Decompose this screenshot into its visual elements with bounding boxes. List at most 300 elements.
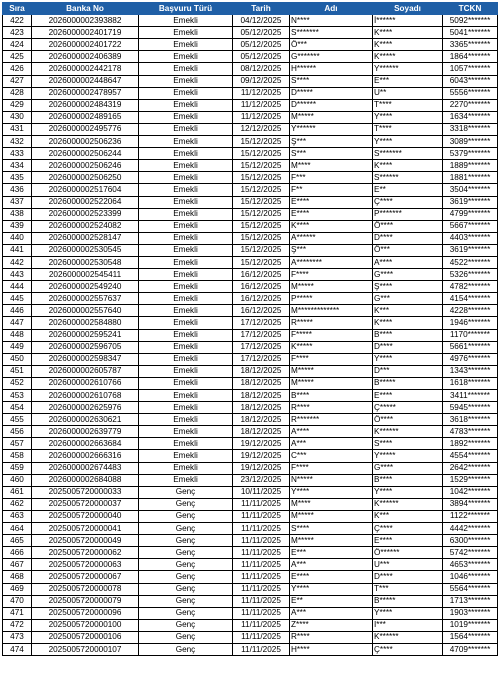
cell-tckn: 1057******* [443, 63, 498, 75]
cell-banka-no: 2026000002610768 [32, 390, 139, 402]
cell-tckn: 1042******* [443, 486, 498, 498]
cell-sira: 425 [3, 51, 32, 63]
cell-tarih: 11/11/2025 [233, 498, 290, 510]
cell-banka-no: 2026000002522064 [32, 196, 139, 208]
table-row [3, 631, 498, 643]
cell-adi: S******* [290, 27, 373, 39]
cell-tckn: 5379******* [443, 148, 498, 160]
table-row [3, 450, 498, 462]
cell-sira: 433 [3, 148, 32, 160]
cell-banka-no: 2026000002406389 [32, 51, 139, 63]
table-row [3, 281, 498, 293]
cell-basvuru-turu: Emekli [139, 15, 233, 27]
cell-sira: 473 [3, 631, 32, 643]
cell-soyadi: S**** [373, 438, 443, 450]
cell-adi: Y****** [290, 123, 373, 135]
cell-tarih: 05/12/2025 [233, 51, 290, 63]
cell-sira: 448 [3, 329, 32, 341]
cell-adi: F**** [290, 269, 373, 281]
cell-tarih: 11/12/2025 [233, 99, 290, 111]
cell-soyadi: Ş**** [373, 281, 443, 293]
cell-sira: 436 [3, 184, 32, 196]
cell-tckn: 1618******* [443, 377, 498, 389]
cell-tckn: 3089******* [443, 136, 498, 148]
header-tckn: TCKN [443, 3, 498, 15]
cell-sira: 474 [3, 643, 32, 655]
table-row [3, 256, 498, 268]
table-row [3, 535, 498, 547]
table-row [3, 136, 498, 148]
cell-banka-no: 2025005720000041 [32, 523, 139, 535]
table-row [3, 123, 498, 135]
cell-basvuru-turu: Genç [139, 583, 233, 595]
cell-adi: F**** [290, 353, 373, 365]
cell-tarih: 05/12/2025 [233, 27, 290, 39]
cell-tarih: 05/12/2025 [233, 39, 290, 51]
cell-sira: 445 [3, 293, 32, 305]
cell-adi: M***** [290, 365, 373, 377]
cell-banka-no: 2026000002530545 [32, 244, 139, 256]
cell-basvuru-turu: Genç [139, 510, 233, 522]
cell-basvuru-turu: Emekli [139, 196, 233, 208]
cell-tarih: 18/12/2025 [233, 377, 290, 389]
cell-banka-no: 2025005720000063 [32, 559, 139, 571]
cell-soyadi: Y****** [373, 63, 443, 75]
cell-tckn: 3318******* [443, 123, 498, 135]
cell-sira: 447 [3, 317, 32, 329]
cell-soyadi: T**** [373, 99, 443, 111]
cell-tarih: 15/12/2025 [233, 256, 290, 268]
cell-sira: 456 [3, 426, 32, 438]
cell-tarih: 16/12/2025 [233, 305, 290, 317]
table-row [3, 63, 498, 75]
cell-basvuru-turu: Emekli [139, 281, 233, 293]
cell-tarih: 17/12/2025 [233, 353, 290, 365]
table-row [3, 27, 498, 39]
cell-tckn: 3618******* [443, 414, 498, 426]
cell-adi: A****** [290, 232, 373, 244]
header-basvuru-turu: Başvuru Türü [139, 3, 233, 15]
cell-tarih: 17/12/2025 [233, 329, 290, 341]
cell-banka-no: 2026000002557640 [32, 305, 139, 317]
cell-tarih: 19/12/2025 [233, 450, 290, 462]
cell-banka-no: 2026000002605787 [32, 365, 139, 377]
cell-tarih: 18/12/2025 [233, 426, 290, 438]
cell-tarih: 11/11/2025 [233, 595, 290, 607]
cell-adi: S**** [290, 75, 373, 87]
cell-adi: N***** [290, 474, 373, 486]
cell-sira: 431 [3, 123, 32, 135]
table-row [3, 232, 498, 244]
cell-adi: M***** [290, 377, 373, 389]
cell-soyadi: T*** [373, 583, 443, 595]
cell-sira: 454 [3, 402, 32, 414]
cell-tckn: 4653******* [443, 559, 498, 571]
cell-sira: 444 [3, 281, 32, 293]
cell-tckn: 5945******* [443, 402, 498, 414]
cell-soyadi: U** [373, 87, 443, 99]
cell-tarih: 11/11/2025 [233, 631, 290, 643]
cell-adi: A*** [290, 559, 373, 571]
cell-soyadi: Ö**** [373, 220, 443, 232]
cell-sira: 422 [3, 15, 32, 27]
cell-adi: B**** [290, 390, 373, 402]
cell-tckn: 1170******* [443, 329, 498, 341]
cell-banka-no: 2026000002674483 [32, 462, 139, 474]
cell-adi: E**** [290, 196, 373, 208]
cell-tckn: 1903******* [443, 607, 498, 619]
cell-tckn: 3619******* [443, 244, 498, 256]
cell-tarih: 10/11/2025 [233, 486, 290, 498]
cell-sira: 437 [3, 196, 32, 208]
cell-basvuru-turu: Emekli [139, 377, 233, 389]
cell-tarih: 08/12/2025 [233, 63, 290, 75]
cell-banka-no: 2026000002523399 [32, 208, 139, 220]
table-row [3, 510, 498, 522]
table-row [3, 220, 498, 232]
cell-sira: 462 [3, 498, 32, 510]
cell-basvuru-turu: Emekli [139, 232, 233, 244]
cell-sira: 463 [3, 510, 32, 522]
cell-tckn: 4783******* [443, 426, 498, 438]
table-row [3, 607, 498, 619]
cell-soyadi: Y**** [373, 353, 443, 365]
cell-banka-no: 2026000002506246 [32, 160, 139, 172]
table-row [3, 402, 498, 414]
table-row [3, 619, 498, 631]
cell-banka-no: 2026000002557637 [32, 293, 139, 305]
cell-soyadi: B***** [373, 377, 443, 389]
cell-banka-no: 2026000002524082 [32, 220, 139, 232]
table-row [3, 498, 498, 510]
cell-banka-no: 2026000002639779 [32, 426, 139, 438]
cell-basvuru-turu: Emekli [139, 305, 233, 317]
cell-soyadi: K*** [373, 305, 443, 317]
cell-basvuru-turu: Genç [139, 559, 233, 571]
cell-tarih: 15/12/2025 [233, 196, 290, 208]
cell-adi: A**** [290, 426, 373, 438]
cell-tarih: 23/12/2025 [233, 474, 290, 486]
cell-adi: M**** [290, 498, 373, 510]
cell-tckn: 2642******* [443, 462, 498, 474]
table-header-row [3, 3, 498, 15]
cell-tckn: 4554******* [443, 450, 498, 462]
cell-tarih: 11/12/2025 [233, 111, 290, 123]
cell-soyadi: S****** [373, 172, 443, 184]
cell-adi: F**** [290, 462, 373, 474]
cell-sira: 449 [3, 341, 32, 353]
cell-banka-no: 2025005720000040 [32, 510, 139, 522]
cell-adi: G******* [290, 51, 373, 63]
cell-tckn: 1122******* [443, 510, 498, 522]
cell-adi: C*** [290, 450, 373, 462]
cell-tarih: 19/12/2025 [233, 462, 290, 474]
table-row [3, 269, 498, 281]
cell-tarih: 16/12/2025 [233, 269, 290, 281]
cell-adi: R**** [290, 631, 373, 643]
table-row [3, 474, 498, 486]
cell-sira: 459 [3, 462, 32, 474]
table-row [3, 148, 498, 160]
table-row [3, 341, 498, 353]
cell-banka-no: 2026000002684088 [32, 474, 139, 486]
cell-basvuru-turu: Genç [139, 619, 233, 631]
cell-sira: 451 [3, 365, 32, 377]
cell-soyadi: İ****** [373, 15, 443, 27]
cell-tarih: 09/12/2025 [233, 75, 290, 87]
cell-tckn: 4976******* [443, 353, 498, 365]
cell-soyadi: Ç**** [373, 643, 443, 655]
cell-basvuru-turu: Emekli [139, 111, 233, 123]
cell-tarih: 11/12/2025 [233, 87, 290, 99]
cell-tckn: 4154******* [443, 293, 498, 305]
cell-tarih: 11/11/2025 [233, 510, 290, 522]
cell-banka-no: 2026000002598347 [32, 353, 139, 365]
table-row [3, 51, 498, 63]
cell-soyadi: Ö**** [373, 414, 443, 426]
cell-tckn: 5092******* [443, 15, 498, 27]
cell-banka-no: 2025005720000067 [32, 571, 139, 583]
cell-sira: 440 [3, 232, 32, 244]
cell-tarih: 15/12/2025 [233, 160, 290, 172]
cell-tckn: 4522******* [443, 256, 498, 268]
cell-tckn: 3894******* [443, 498, 498, 510]
cell-basvuru-turu: Emekli [139, 317, 233, 329]
cell-soyadi: K****** [373, 498, 443, 510]
table-row [3, 184, 498, 196]
table-row [3, 414, 498, 426]
table-row [3, 571, 498, 583]
cell-tarih: 15/12/2025 [233, 208, 290, 220]
table-row [3, 583, 498, 595]
cell-banka-no: 2026000002506244 [32, 148, 139, 160]
cell-banka-no: 2026000002506236 [32, 136, 139, 148]
cell-tckn: 3504******* [443, 184, 498, 196]
table-row [3, 377, 498, 389]
cell-soyadi: Ö****** [373, 547, 443, 559]
table-row [3, 99, 498, 111]
cell-banka-no: 2025005720000033 [32, 486, 139, 498]
cell-tckn: 1019******* [443, 619, 498, 631]
cell-adi: M************* [290, 305, 373, 317]
cell-basvuru-turu: Emekli [139, 269, 233, 281]
cell-sira: 457 [3, 438, 32, 450]
cell-soyadi: D**** [373, 571, 443, 583]
table-row [3, 523, 498, 535]
cell-sira: 452 [3, 377, 32, 389]
cell-tarih: 12/12/2025 [233, 123, 290, 135]
cell-basvuru-turu: Emekli [139, 148, 233, 160]
cell-basvuru-turu: Genç [139, 547, 233, 559]
cell-basvuru-turu: Emekli [139, 402, 233, 414]
cell-basvuru-turu: Emekli [139, 123, 233, 135]
cell-sira: 423 [3, 27, 32, 39]
cell-banka-no: 2025005720000079 [32, 595, 139, 607]
cell-adi: R***** [290, 317, 373, 329]
cell-sira: 471 [3, 607, 32, 619]
cell-soyadi: D*** [373, 365, 443, 377]
cell-adi: Ş*** [290, 136, 373, 148]
table-row [3, 329, 498, 341]
table-row [3, 438, 498, 450]
cell-tckn: 4442******* [443, 523, 498, 535]
cell-basvuru-turu: Emekli [139, 208, 233, 220]
header-tarih: Tarih [233, 3, 290, 15]
cell-tarih: 15/12/2025 [233, 136, 290, 148]
cell-tckn: 1564******* [443, 631, 498, 643]
cell-sira: 453 [3, 390, 32, 402]
cell-adi: M***** [290, 111, 373, 123]
cell-tarih: 18/12/2025 [233, 390, 290, 402]
cell-tckn: 4709******* [443, 643, 498, 655]
cell-adi: F*** [290, 172, 373, 184]
cell-banka-no: 2026000002489165 [32, 111, 139, 123]
cell-basvuru-turu: Emekli [139, 426, 233, 438]
table-row [3, 643, 498, 655]
cell-tckn: 1529******* [443, 474, 498, 486]
cell-banka-no: 2026000002630621 [32, 414, 139, 426]
cell-adi: F***** [290, 329, 373, 341]
cell-basvuru-turu: Emekli [139, 256, 233, 268]
cell-tarih: 15/12/2025 [233, 244, 290, 256]
cell-tckn: 3411******* [443, 390, 498, 402]
cell-basvuru-turu: Emekli [139, 438, 233, 450]
cell-basvuru-turu: Emekli [139, 39, 233, 51]
cell-adi: H**** [290, 643, 373, 655]
cell-adi: E**** [290, 208, 373, 220]
cell-soyadi: T**** [373, 123, 443, 135]
cell-adi: R**** [290, 402, 373, 414]
cell-tarih: 11/11/2025 [233, 607, 290, 619]
cell-basvuru-turu: Emekli [139, 341, 233, 353]
cell-tarih: 18/12/2025 [233, 402, 290, 414]
cell-sira: 472 [3, 619, 32, 631]
cell-tarih: 11/11/2025 [233, 523, 290, 535]
table-row [3, 293, 498, 305]
table-row [3, 160, 498, 172]
cell-tarih: 17/12/2025 [233, 341, 290, 353]
cell-tckn: 5041******* [443, 27, 498, 39]
cell-soyadi: G**** [373, 269, 443, 281]
cell-banka-no: 2026000002595241 [32, 329, 139, 341]
cell-adi: Z**** [290, 619, 373, 631]
table-row [3, 305, 498, 317]
cell-sira: 450 [3, 353, 32, 365]
cell-banka-no: 2026000002666316 [32, 450, 139, 462]
cell-basvuru-turu: Genç [139, 523, 233, 535]
cell-soyadi: E**** [373, 535, 443, 547]
cell-adi: Y**** [290, 583, 373, 595]
cell-tarih: 11/11/2025 [233, 583, 290, 595]
cell-soyadi: Y**** [373, 486, 443, 498]
cell-tarih: 17/12/2025 [233, 317, 290, 329]
cell-soyadi: S******* [373, 148, 443, 160]
cell-sira: 442 [3, 256, 32, 268]
cell-adi: A*** [290, 607, 373, 619]
cell-tarih: 15/12/2025 [233, 184, 290, 196]
cell-tckn: 5326******* [443, 269, 498, 281]
cell-banka-no: 2026000002549240 [32, 281, 139, 293]
cell-sira: 429 [3, 99, 32, 111]
cell-soyadi: E*** [373, 75, 443, 87]
cell-adi: Y**** [290, 486, 373, 498]
cell-banka-no: 2026000002393882 [32, 15, 139, 27]
cell-tckn: 2270******* [443, 99, 498, 111]
cell-adi: F** [290, 184, 373, 196]
cell-tckn: 1713******* [443, 595, 498, 607]
cell-sira: 466 [3, 547, 32, 559]
cell-tckn: 1634******* [443, 111, 498, 123]
cell-tckn: 1864******* [443, 51, 498, 63]
cell-sira: 438 [3, 208, 32, 220]
cell-soyadi: A**** [373, 256, 443, 268]
cell-basvuru-turu: Emekli [139, 99, 233, 111]
cell-banka-no: 2026000002442178 [32, 63, 139, 75]
cell-sira: 432 [3, 136, 32, 148]
cell-basvuru-turu: Emekli [139, 27, 233, 39]
cell-sira: 430 [3, 111, 32, 123]
cell-adi: H****** [290, 63, 373, 75]
cell-tckn: 6043******* [443, 75, 498, 87]
cell-banka-no: 2025005720000100 [32, 619, 139, 631]
cell-soyadi: Ç**** [373, 523, 443, 535]
cell-sira: 455 [3, 414, 32, 426]
cell-banka-no: 2025005720000107 [32, 643, 139, 655]
cell-sira: 446 [3, 305, 32, 317]
cell-tarih: 11/11/2025 [233, 535, 290, 547]
cell-sira: 468 [3, 571, 32, 583]
cell-tarih: 15/12/2025 [233, 148, 290, 160]
cell-adi: E** [290, 595, 373, 607]
cell-tckn: 3619******* [443, 196, 498, 208]
cell-basvuru-turu: Genç [139, 607, 233, 619]
cell-soyadi: K**** [373, 317, 443, 329]
cell-sira: 424 [3, 39, 32, 51]
cell-soyadi: K*** [373, 510, 443, 522]
cell-tckn: 4782******* [443, 281, 498, 293]
cell-sira: 435 [3, 172, 32, 184]
cell-banka-no: 2026000002495776 [32, 123, 139, 135]
cell-tckn: 5742******* [443, 547, 498, 559]
cell-tckn: 5667******* [443, 220, 498, 232]
header-banka-no: Banka No [32, 3, 139, 15]
cell-adi: D***** [290, 87, 373, 99]
cell-basvuru-turu: Genç [139, 535, 233, 547]
cell-tarih: 11/11/2025 [233, 643, 290, 655]
cell-sira: 427 [3, 75, 32, 87]
cell-adi: A******** [290, 256, 373, 268]
cell-basvuru-turu: Genç [139, 571, 233, 583]
cell-soyadi: P******* [373, 208, 443, 220]
cell-tckn: 4403******* [443, 232, 498, 244]
cell-soyadi: Y**** [373, 136, 443, 148]
cell-banka-no: 2026000002478957 [32, 87, 139, 99]
cell-banka-no: 2026000002448647 [32, 75, 139, 87]
cell-tarih: 15/12/2025 [233, 220, 290, 232]
cell-banka-no: 2026000002528147 [32, 232, 139, 244]
cell-tarih: 11/11/2025 [233, 559, 290, 571]
cell-tarih: 04/12/2025 [233, 15, 290, 27]
cell-soyadi: K**** [373, 27, 443, 39]
cell-tckn: 4799******* [443, 208, 498, 220]
table-row [3, 426, 498, 438]
cell-sira: 469 [3, 583, 32, 595]
cell-tarih: 11/11/2025 [233, 571, 290, 583]
cell-sira: 439 [3, 220, 32, 232]
cell-tckn: 1889******* [443, 160, 498, 172]
cell-soyadi: Y***** [373, 450, 443, 462]
cell-basvuru-turu: Emekli [139, 414, 233, 426]
